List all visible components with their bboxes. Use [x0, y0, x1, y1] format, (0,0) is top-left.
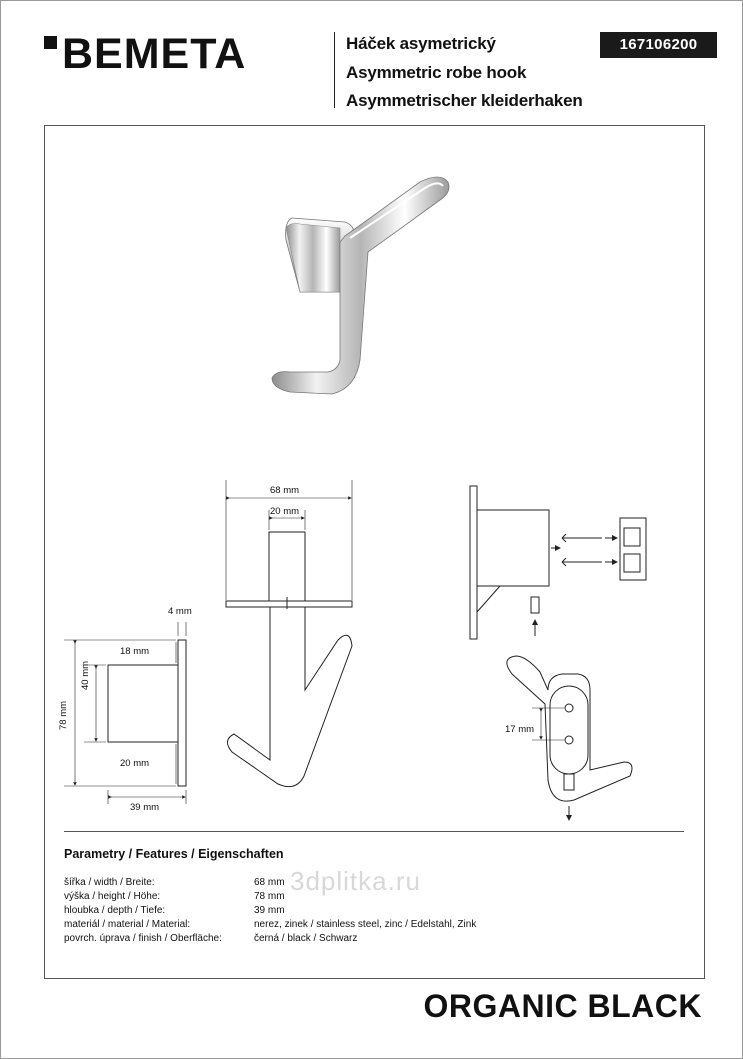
dim-hole-spacing-17: 17 mm — [505, 724, 535, 735]
dim-height-40: 40 mm — [80, 660, 91, 690]
spec-value: černá / black / Schwarz — [254, 933, 358, 944]
dim-height-18: 18 mm — [120, 646, 150, 657]
rear-view — [507, 656, 632, 818]
spec-value: 39 mm — [254, 905, 285, 916]
spec-value: 68 mm — [254, 877, 285, 888]
title-cz: Háček asymetrický — [346, 34, 496, 53]
collection-name: ORGANIC BLACK — [423, 988, 702, 1024]
product-photo — [272, 177, 449, 394]
dim-thickness-4: 4 mm — [168, 606, 192, 617]
spec-label: výška / height / Höhe: — [64, 891, 161, 902]
spec-label: materiál / material / Material: — [64, 919, 191, 930]
spec-label: hloubka / depth / Tiefe: — [64, 905, 166, 916]
spec-value: nerez, zinek / stainless steel, zinc / Edelstahl, Zink — [254, 919, 477, 930]
title-de: Asymmetrischer kleiderhaken — [346, 91, 583, 110]
dim-width-68: 68 mm — [270, 485, 300, 496]
spec-label: povrch. úprava / finish / Oberfläche: — [64, 933, 222, 944]
title-en: Asymmetric robe hook — [346, 62, 527, 82]
features-divider — [64, 831, 684, 832]
watermark: 3dplitka.ru — [290, 866, 421, 896]
spec-value: 78 mm — [254, 891, 285, 902]
features-title: Parametry / Features / Eigenschaften — [64, 847, 284, 861]
dim-height-20: 20 mm — [120, 758, 150, 769]
svg-text:BEMETA: BEMETA — [62, 30, 247, 76]
dim-depth-39: 39 mm — [130, 802, 160, 813]
dim-height-78: 78 mm — [58, 700, 69, 730]
mounting-view — [470, 486, 646, 639]
spec-label: šířka / width / Breite: — [64, 877, 155, 888]
product-code: 167106200 — [600, 32, 717, 58]
dim-width-20: 20 mm — [270, 506, 300, 517]
front-view — [226, 480, 352, 787]
